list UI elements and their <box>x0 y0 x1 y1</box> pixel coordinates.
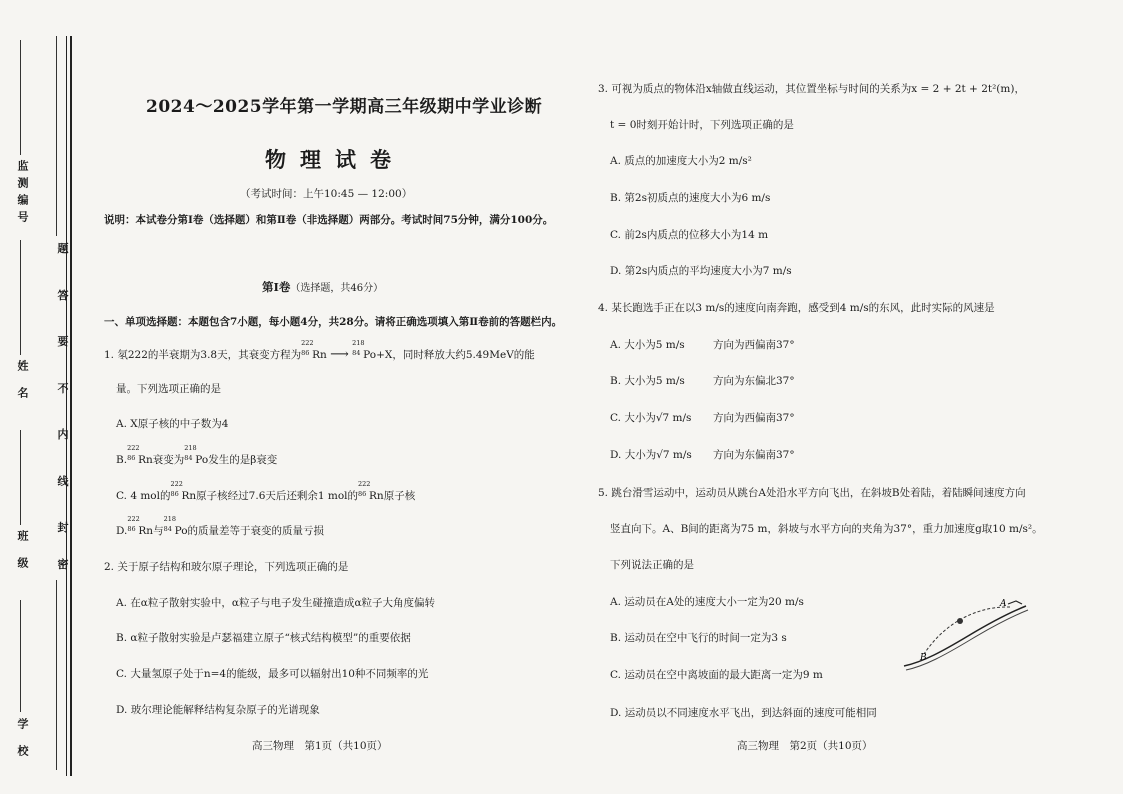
point-a-label: A <box>1000 599 1007 609</box>
monitor-no-label: 监测编号 <box>16 160 29 228</box>
name-line <box>20 240 21 355</box>
q4-option-b <box>610 373 795 388</box>
po-nuclide <box>352 339 365 358</box>
seal-char: 封 <box>57 521 69 534</box>
option-magnitude: C. 大小为√7 m/s <box>610 412 692 424</box>
q1-stem <box>104 339 535 362</box>
q2-option-b: B. α粒子散射实验是卢瑟福建立原子“核式结构模型”的重要依据 <box>116 632 411 644</box>
school-line <box>20 600 21 712</box>
option-text: C. 4 mol的 <box>116 490 171 502</box>
mass-number: 222 <box>170 480 183 488</box>
option-magnitude: D. 大小为√7 m/s <box>610 449 692 461</box>
mass-number: 222 <box>301 339 314 347</box>
seal-char: 内 <box>57 428 69 441</box>
mass-number: 218 <box>163 515 176 523</box>
jump-platform-icon <box>1008 601 1022 604</box>
q5-option-b: B. 运动员在空中飞行的时间一定为3 s <box>610 632 787 644</box>
option-magnitude: B. 大小为5 m/s <box>610 375 685 387</box>
option-magnitude: A. 大小为5 m/s <box>610 339 685 351</box>
rn-nuclide <box>358 480 371 499</box>
q3-option-b: B. 第2s初质点的速度大小为6 m/s <box>610 192 771 204</box>
mass-number: 222 <box>127 515 140 523</box>
school-label: 学 校 <box>16 718 29 762</box>
q5-stem-cont: 竖直向下。A、B间的距离为75 m，斜坡与水平方向的夹角为37°，重力加速度g取10 m/s²。 <box>610 523 1043 535</box>
section-instruction: 一、单项选择题：本题包含7小题，每小题4分，共28分。请将正确选项填入第Ⅱ卷前的答题栏内。 <box>104 316 563 328</box>
option-text: 与 <box>153 525 164 537</box>
binding-rule <box>66 36 67 776</box>
q1-stem-cont: 量。下列选项正确的是 <box>116 383 221 395</box>
element-symbol: Rn <box>138 454 153 466</box>
atomic-number: 86 <box>127 454 136 462</box>
class-line <box>20 430 21 525</box>
element-symbol: Rn <box>369 490 384 502</box>
q1-stem-text: +X，同时释放大约5.49MeV的能 <box>376 349 535 361</box>
q5-option-a: A. 运动员在A处的速度大小一定为20 m/s <box>610 596 804 608</box>
rn-nuclide <box>127 444 140 463</box>
section-title-main: 第Ⅰ卷 <box>262 280 291 294</box>
exam-time: （考试时间：上午10:45 — 12:00） <box>240 188 413 200</box>
q4-stem: 4. 某长跑选手正在以3 m/s的速度向南奔跑，感受到4 m/s的东风，此时实际的风速是 <box>598 302 995 314</box>
section-title <box>262 279 383 295</box>
q3-option-a: A. 质点的加速度大小为2 m/s² <box>610 155 752 167</box>
rn-nuclide <box>301 339 314 358</box>
option-text: 发生的是β衰变 <box>208 454 278 466</box>
q2-option-a: A. 在α粒子散射实验中，α粒子与电子发生碰撞造成α粒子大角度偏转 <box>116 597 436 609</box>
rn-nuclide <box>127 515 140 534</box>
q4-option-a <box>610 337 795 352</box>
seal-char: 密 <box>57 558 69 571</box>
seal-char: 要 <box>57 335 69 348</box>
atomic-number: 86 <box>127 525 136 533</box>
subject-title: 物理试卷 <box>265 147 405 172</box>
option-direction: 方向为西偏南37° <box>713 339 795 351</box>
element-symbol: Po <box>195 454 209 466</box>
monitor-no-line <box>20 40 21 155</box>
po-nuclide <box>184 444 197 463</box>
mass-number: 222 <box>127 444 140 452</box>
option-direction: 方向为东偏北37° <box>713 375 795 387</box>
q3-option-d: D. 第2s内质点的平均速度大小为7 m/s <box>610 265 792 277</box>
skier-icon <box>957 618 963 624</box>
q5-option-d: D. 运动员以不同速度水平飞出，到达斜面的速度可能相同 <box>610 707 877 719</box>
q4-option-c <box>610 410 795 425</box>
footer-right: 高三物理 第2页（共10页） <box>737 740 873 752</box>
binding-rule-thick <box>70 36 72 776</box>
element-symbol: Rn <box>312 349 327 361</box>
q5-stem-cont2: 下列说法正确的是 <box>610 559 694 571</box>
option-direction: 方向为西偏南37° <box>713 412 795 424</box>
mass-number: 218 <box>184 444 197 452</box>
option-text: 原子核经过7.6天后还剩余1 mol的 <box>196 490 359 502</box>
ski-slope-figure <box>898 596 1030 676</box>
atomic-number: 84 <box>184 454 193 462</box>
q1-option-b <box>116 444 278 467</box>
option-text: 的质量差等于衰变的质量亏损 <box>187 525 325 537</box>
q5-option-c: C. 运动员在空中离坡面的最大距离一定为9 m <box>610 669 823 681</box>
mass-number: 218 <box>352 339 365 347</box>
q1-option-a: A. X原子核的中子数为4 <box>116 418 229 430</box>
q3-stem-cont: t = 0时刻开始计时，下列选项正确的是 <box>610 119 794 131</box>
atomic-number: 86 <box>301 349 310 357</box>
name-label: 姓 名 <box>16 360 29 404</box>
option-text: 原子核 <box>383 490 416 502</box>
exam-title: 2024～2025学年第一学期高三年级期中学业诊断 <box>146 97 543 117</box>
po-nuclide <box>163 515 176 534</box>
q4-option-d <box>610 447 795 462</box>
q5-stem: 5. 跳台滑雪运动中，运动员从跳台A处沿水平方向飞出，在斜坡B处着陆，着陆瞬间速度方向 <box>598 487 1026 499</box>
element-symbol: Po <box>174 525 188 537</box>
reaction-arrow: ⟶ <box>330 347 349 362</box>
element-symbol: Rn <box>138 525 154 537</box>
seal-char: 线 <box>57 475 69 488</box>
element-symbol: Po <box>363 349 377 361</box>
mass-number: 222 <box>358 480 371 488</box>
option-direction: 方向为东偏南37° <box>713 449 795 461</box>
q3-stem: 3. 可视为质点的物体沿x轴做直线运动，其位置坐标与时间的关系为x = 2 + 2t + 2t²(m)， <box>598 83 1025 95</box>
q3-option-c: C. 前2s内质点的位移大小为14 m <box>610 229 769 241</box>
q2-stem: 2. 关于原子结构和玻尔原子理论，下列选项正确的是 <box>104 561 349 573</box>
section-title-sub: （选择题，共46分） <box>290 283 384 294</box>
exam-note: 说明：本试卷分第Ⅰ卷（选择题）和第Ⅱ卷（非选择题）两部分。考试时间75分钟，满分100分。 <box>104 214 554 226</box>
seal-char: 题 <box>57 242 69 255</box>
option-text: B. <box>116 454 128 466</box>
seal-char: 答 <box>57 289 69 302</box>
point-b-label: B <box>920 653 927 663</box>
rn-nuclide <box>170 480 183 499</box>
atomic-number: 86 <box>170 490 179 498</box>
class-label: 班 级 <box>16 530 29 574</box>
q2-option-d: D. 玻尔理论能解释结构复杂原子的光谱现象 <box>116 704 320 716</box>
q1-stem-text: 1. 氡222的半衰期为3.8天，其衰变方程为 <box>104 349 302 361</box>
option-text: D. <box>116 525 128 537</box>
seal-line-bottom <box>56 580 57 770</box>
seal-line-top <box>56 36 57 236</box>
q2-option-c: C. 大量氢原子处于n=4的能级，最多可以辐射出10种不同频率的光 <box>116 668 429 680</box>
atomic-number: 84 <box>163 525 172 533</box>
footer-left: 高三物理 第1页（共10页） <box>252 740 388 752</box>
element-symbol: Rn <box>181 490 197 502</box>
q1-option-c <box>116 480 416 503</box>
trajectory <box>924 607 1010 654</box>
atomic-number: 86 <box>358 490 367 498</box>
atomic-number: 84 <box>352 349 361 357</box>
q1-option-d <box>116 515 325 538</box>
option-text: 衰变为 <box>152 454 185 466</box>
seal-char: 不 <box>57 382 69 395</box>
